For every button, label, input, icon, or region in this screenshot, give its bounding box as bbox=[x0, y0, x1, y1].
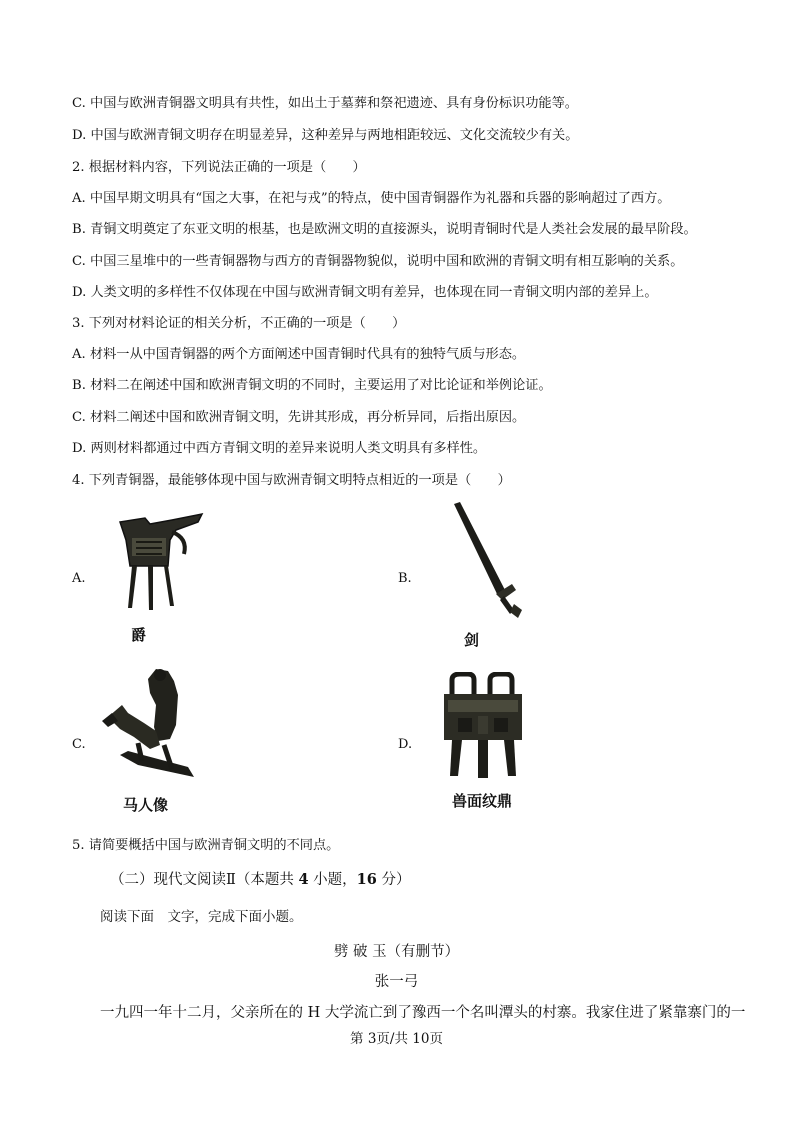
q3-stem: 3. 下列对材料论证的相关分析，不正确的一项是（ ） bbox=[72, 316, 406, 331]
q4-option-c-letter: C. bbox=[72, 737, 86, 752]
ding-cauldron-icon bbox=[438, 672, 528, 782]
article-author: 张一弓 bbox=[374, 974, 419, 990]
page-footer: 第 3页/共 10页 bbox=[350, 1031, 443, 1047]
q3-option-a: A. 材料一从中国青铜器的两个方面阐述中国青铜时代具有的独特气质与形态。 bbox=[72, 347, 526, 362]
q2-option-d: D. 人类文明的多样性不仅体现在中国与欧洲青铜文明有差异，也体现在同一青铜文明内部的差异上。 bbox=[72, 285, 658, 300]
reading-instruction: 阅读下面 文字，完成下面小题。 bbox=[100, 909, 303, 925]
section-heading-mid: 小题， bbox=[308, 872, 357, 888]
q2-option-a: A. 中国早期文明具有“国之大事，在祀与戎”的特点，使中国青铜器作为礼器和兵器的影响超过了西方。 bbox=[72, 191, 671, 206]
section-question-count: 4 bbox=[298, 871, 309, 888]
q4-option-b-letter: B. bbox=[398, 571, 412, 586]
section-heading bbox=[110, 868, 410, 889]
q1-option-c: C. 中国与欧洲青铜器文明具有共性，如出土于墓葬和祭祀遗迹、具有身份标识功能等。 bbox=[72, 96, 578, 111]
q4-option-c-caption: 马人像 bbox=[123, 796, 169, 814]
q4-option-a-letter: A. bbox=[72, 571, 86, 586]
article-title: 劈 破 玉（有删节） bbox=[333, 944, 460, 960]
section-heading-prefix: （二）现代文阅读Ⅱ（本题共 bbox=[110, 872, 299, 888]
q4-option-b-caption: 剑 bbox=[464, 631, 480, 649]
q3-option-d: D. 两则材料都通过中西方青铜文明的差异来说明人类文明具有多样性。 bbox=[72, 441, 487, 456]
q4-stem: 4. 下列青铜器，最能够体现中国与欧洲青铜文明特点相近的一项是（ ） bbox=[72, 473, 511, 488]
q3-option-c: C. 材料二阐述中国和欧洲青铜文明，先讲其形成，再分析异同，后指出原因。 bbox=[72, 410, 526, 425]
sword-icon bbox=[440, 500, 550, 625]
q3-option-b: B. 材料二在阐述中国和欧洲青铜文明的不同时，主要运用了对比论证和举例论证。 bbox=[72, 378, 552, 393]
section-heading-suffix: 分） bbox=[376, 872, 411, 888]
q4-option-a-caption: 爵 bbox=[131, 626, 147, 644]
article-first-line: 一九四一年十二月，父亲所在的 H 大学流亡到了豫西一个名叫潭头的村寨。我家住进了紧靠寨门的一 bbox=[100, 1005, 746, 1021]
q2-option-c: C. 中国三星堆中的一些青铜器物与西方的青铜器物貌似，说明中国和欧洲的青铜文明有相互影响的关系。 bbox=[72, 254, 684, 269]
q4-option-d-letter: D. bbox=[398, 737, 413, 752]
section-score: 16 bbox=[356, 871, 377, 888]
q5-stem: 5. 请简要概括中国与欧洲青铜文明的不同点。 bbox=[72, 838, 340, 853]
q2-option-b: B. 青铜文明奠定了东亚文明的根基，也是欧洲文明的直接源头，说明青铜时代是人类社会发展的最早阶段。 bbox=[72, 222, 697, 237]
q4-option-d-caption: 兽面纹鼎 bbox=[452, 792, 513, 810]
q1-option-d: D. 中国与欧洲青铜文明存在明显差异，这种差异与两地相距较远、文化交流较少有关。 bbox=[72, 128, 579, 143]
jue-vessel-icon bbox=[110, 510, 210, 615]
horse-rider-icon bbox=[98, 665, 208, 785]
q2-stem: 2. 根据材料内容，下列说法正确的一项是（ ） bbox=[72, 160, 366, 175]
